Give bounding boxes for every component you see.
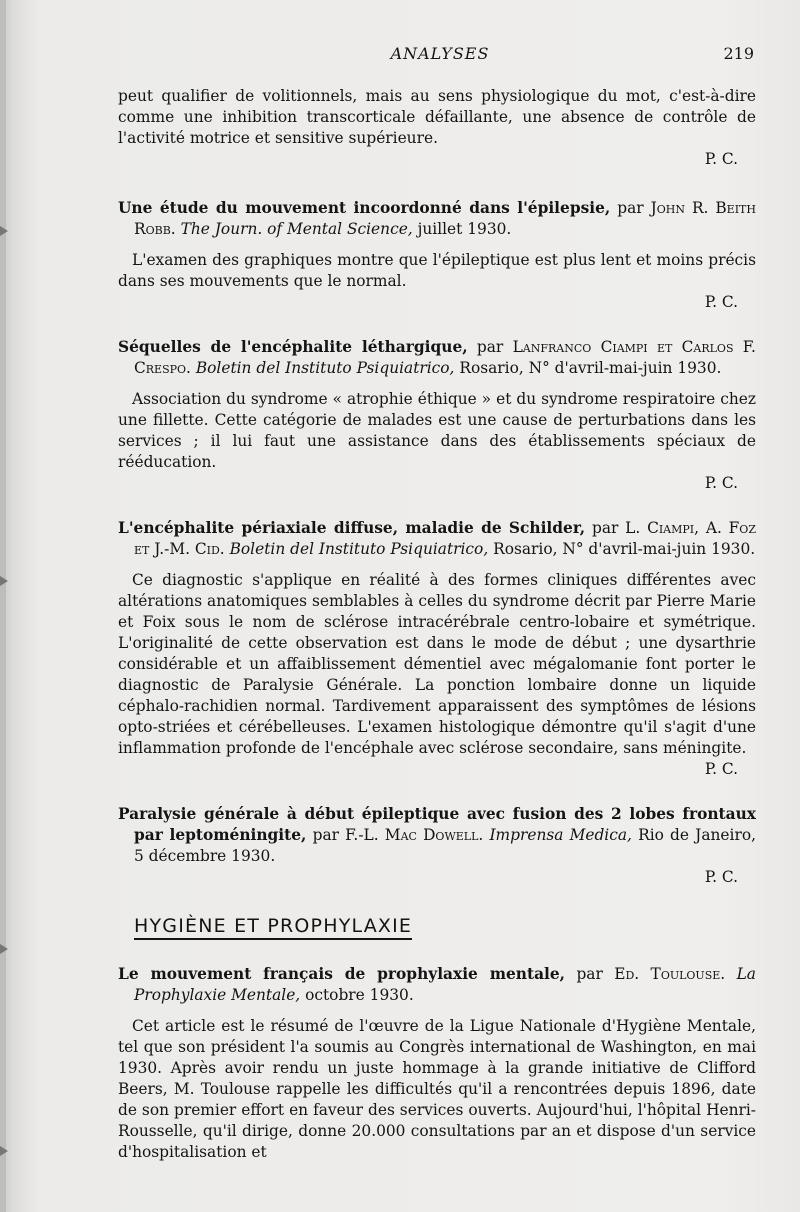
entry-journal: Boletin del Instituto Psiquiatrico, [229, 540, 489, 558]
entry-journal: The Journ. of Mental Science, [180, 220, 413, 238]
entry-by: par [617, 199, 644, 217]
entry-signature: P. C. [704, 868, 738, 886]
entry-date: Rosario, N° d'avril-mai-juin 1930. [459, 359, 722, 377]
entry-date: octobre 1930. [305, 986, 414, 1004]
entry-signature: P. C. [704, 293, 738, 311]
entry-date: Rosario, N° d'avril-mai-juin 1930. [493, 540, 756, 558]
entry-by: par [591, 519, 619, 537]
header-title: ANALYSES [390, 44, 490, 63]
entry-title-heading [118, 964, 756, 1006]
entry-by: par [312, 826, 339, 844]
entry-title-heading [118, 518, 756, 560]
entry-date: juillet 1930. [417, 220, 512, 238]
entry-title-heading [118, 804, 756, 867]
entry-by: par [476, 338, 504, 356]
page-content [118, 86, 756, 1163]
entry-date: Rio de Janeiro, 5 décembre 1930. [134, 826, 756, 865]
entry-signature: P. C. [704, 760, 738, 778]
entry-journal: Boletin del Instituto Psiquiatrico, [195, 359, 455, 377]
entry-title-heading [118, 198, 756, 240]
entry-body: Cet article est le résumé de l'œuvre de la Ligue Nationale d'Hygiène Mentale, tel que son président l'a soumis au Congrès international de Washington, en mai 1930. Après avoir rendu un juste hommage à la grande initiative de Clifford Beers, M. Toulouse rappelle les difficultés qu'il a rencontrées depuis 1896, date de son premier effort en faveur des services ouverts. Aujourd'hui, l'hôpital Henri-Rousselle, qu'il dirige, donne 20.000 consultations par an et dispose d'un service d'hospitalisation et [118, 1017, 756, 1161]
entry-body: Ce diagnostic s'applique en réalité à des formes cliniques différentes avec altérations anatomiques semblables à celles du syndrome décrit par Pierre Marie et Foix sous le nom de sclérose intracérébrale centro-lobaire et symétrique. L'originalité de cette observation est dans le mode de début ; une dysarthrie considérable et un affaiblissement démentiel avec mégalomanie font porter le diagnostic de Paralysie Générale. La ponction lombaire donne un liquide céphalo-rachidien normal. Tardivement apparaissent des symptômes de lésions opto-striées et cérébelleuses. L'examen histologique démontre qu'il s'agit d'une inflammation profonde de l'encéphale avec sclérose secondaire, sans méningite. [118, 571, 756, 757]
entry-author: Lanfranco Ciampi et Carlos F. Crespo. [134, 338, 756, 377]
entry-signature: P. C. [704, 474, 738, 492]
entry-title: L'encéphalite périaxiale diffuse, maladie de Schilder, [118, 519, 586, 537]
section-heading: HYGIÈNE ET PROPHYLAXIE [134, 916, 412, 940]
entry-by: par [576, 965, 603, 983]
entry-title: Une étude du mouvement incoordonné dans l'épilepsie, [118, 199, 611, 217]
intro-signature: P. C. [704, 150, 738, 168]
entry-title: Séquelles de l'encéphalite léthargique, [118, 338, 468, 356]
entry-author: F.-L. Mac Dowell. [345, 826, 484, 844]
running-header [118, 44, 762, 70]
entry-body: Association du syndrome « atrophie éthique » et du syndrome respiratoire chez une fillette. Cette catégorie de malades est une cause de perturbations dans les services ; il lui faut une assistance dans des établissements spéciaux de rééducation. [118, 390, 756, 471]
scan-edge [0, 0, 6, 1212]
entry-author: John R. Beith Robb. [134, 199, 756, 238]
entry-body: L'examen des graphiques montre que l'épileptique est plus lent et moins précis dans ses mouvements que le normal. [118, 251, 756, 290]
page-number: 219 [723, 44, 754, 63]
entry-journal: La Prophylaxie Mentale, [134, 965, 756, 1004]
entry-title-heading [118, 337, 756, 379]
entry-author: L. Ciampi, A. Foz et J.-M. Cid. [134, 519, 756, 558]
entry-title: Le mouvement français de prophylaxie mentale, [118, 965, 566, 983]
entry-journal: Imprensa Medica, [489, 826, 632, 844]
intro-paragraph: peut qualifier de volitionnels, mais au sens physiologique du mot, c'est-à-dire comme une inhibition transcorticale défaillante, une absence de contrôle de l'activité motrice et sensitive supérieure. [118, 87, 756, 147]
entry-title: Paralysie générale à début épileptique avec fusion des 2 lobes frontaux par leptoméningite, [118, 805, 756, 844]
entry-author: Ed. Toulouse. [614, 965, 726, 983]
